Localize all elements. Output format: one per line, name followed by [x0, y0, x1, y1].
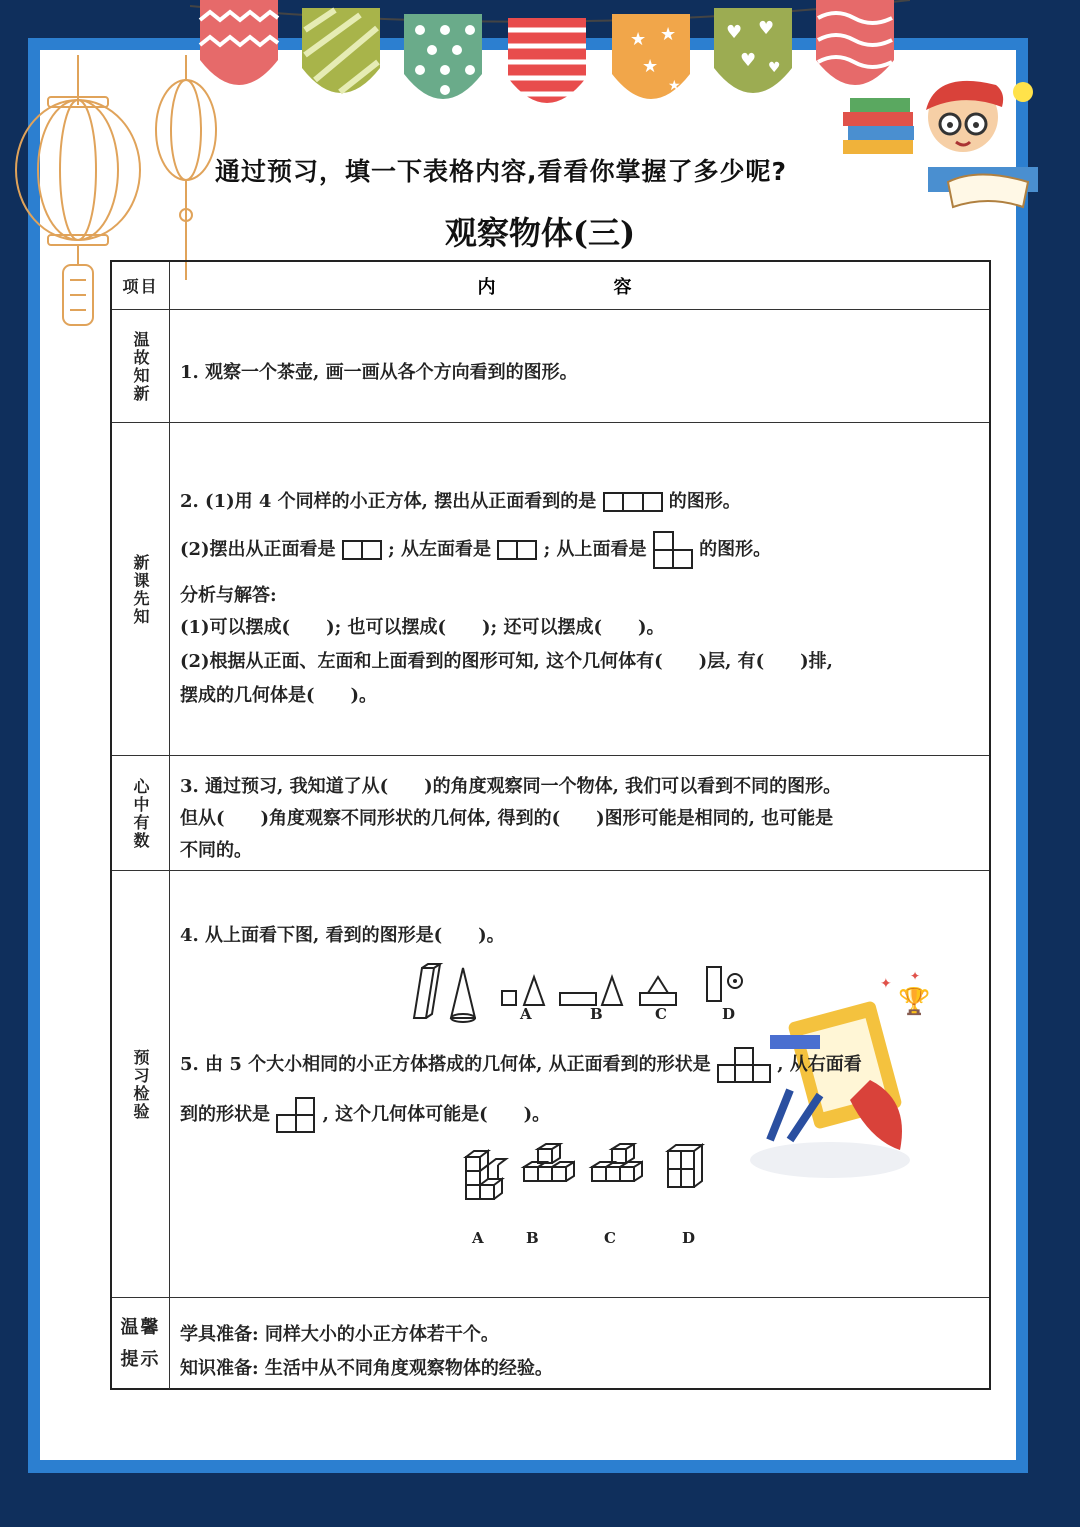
tips-line-1: 学具准备: 同样大小的小正方体若干个。 — [180, 1324, 499, 1345]
table-row-new-lesson — [112, 422, 989, 756]
row-label-review: 温故知新 — [131, 330, 150, 403]
two-square-row-icon — [342, 540, 382, 560]
row-label-tips: 温馨提示 — [120, 1316, 161, 1370]
q4-option-b-label: B — [590, 1005, 603, 1023]
svg-text:✦: ✦ — [880, 976, 892, 992]
three-square-row-icon — [603, 492, 663, 512]
question-2a: 2. (1)用 4 个同样的小正方体, 摆出从正面看到的是 的图形。 — [180, 491, 741, 512]
table-row-review — [112, 309, 989, 423]
intro-text: 通过预习，填一下表格内容,看看你掌握了多少呢? — [215, 157, 788, 186]
q4-option-a-label: A — [520, 1005, 532, 1023]
q5-option-a-label: A — [472, 1229, 484, 1247]
table-row-mind — [112, 755, 989, 871]
worksheet-table — [110, 260, 991, 1390]
kid-reading-icon — [838, 72, 1048, 212]
question-4: 4. 从上面看下图, 看到的图形是( )。 — [180, 925, 505, 946]
q4-option-c-figure — [638, 973, 680, 1009]
svg-text:♥: ♥ — [758, 18, 775, 39]
q4-option-d-label: D — [722, 1005, 736, 1023]
header-project: 项目 — [122, 277, 159, 296]
q5-option-b-cubes — [520, 1143, 584, 1193]
question-3-line1: 3. 通过预习, 我知道了从( )的角度观察同一个物体, 我们可以看到不同的图形。 — [180, 776, 842, 797]
q5-option-b-label: B — [526, 1229, 539, 1247]
row-label-mind: 心中有数 — [131, 777, 150, 850]
table-header-row — [112, 262, 989, 309]
question-2b: (2)摆出从正面看是 ; 从左面看是 ; 从上面看是 的图形。 — [180, 531, 771, 569]
l-shape-squares-icon — [653, 531, 693, 569]
question-5-line2: 到的形状是 , 这个几何体可能是( )。 — [180, 1097, 550, 1133]
svg-text:🏆: 🏆 — [898, 987, 931, 1017]
answer-3: 摆成的几何体是( )。 — [180, 685, 378, 706]
right-view-squares-icon — [276, 1097, 316, 1133]
q5-option-d-label: D — [682, 1229, 696, 1247]
svg-text:★: ★ — [660, 24, 677, 45]
q5-option-a-cubes — [462, 1143, 522, 1203]
answer-1: (1)可以摆成( ); 也可以摆成( ); 还可以摆成( )。 — [180, 617, 665, 638]
svg-text:♥: ♥ — [768, 60, 781, 76]
question-3-line2: 但从( )角度观察不同形状的几何体, 得到的( )图形可能是相同的, 也可能是 — [180, 808, 834, 829]
svg-text:✦: ✦ — [910, 970, 921, 983]
row-label-check: 预习检验 — [131, 1048, 150, 1121]
q5-option-d-cubes — [664, 1141, 714, 1195]
q4-option-c-label: C — [655, 1005, 667, 1023]
answer-2: (2)根据从正面、左面和上面看到的图形可知, 这个几何体有( )层, 有( )排, — [180, 651, 833, 672]
front-view-squares-icon — [717, 1047, 771, 1083]
row-label-new-lesson: 新课先知 — [131, 553, 150, 626]
svg-text:★: ★ — [630, 29, 647, 50]
question-5-line1: 5. 由 5 个大小相同的小正方体搭成的几何体, 从正面看到的形状是 , 从右面看 — [180, 1047, 862, 1083]
tips-line-2: 知识准备: 生活中从不同角度观察物体的经验。 — [180, 1358, 553, 1379]
q4-prism-cone-figure — [406, 963, 476, 1023]
svg-text:★: ★ — [668, 78, 681, 94]
header-content: 内 容 — [477, 276, 682, 298]
question-3-line3: 不同的。 — [180, 840, 252, 861]
two-square-row-icon — [497, 540, 537, 560]
table-row-check — [112, 870, 989, 1298]
svg-text:♥: ♥ — [726, 22, 743, 43]
q4-option-b-figure — [558, 973, 624, 1009]
q4-option-d-figure — [705, 963, 749, 1003]
svg-text:♥: ♥ — [740, 50, 757, 71]
q5-option-c-cubes — [588, 1143, 652, 1193]
q4-option-a-figure — [500, 973, 546, 1009]
analysis-heading: 分析与解答: — [180, 585, 277, 606]
table-row-tips — [112, 1297, 989, 1389]
svg-text:★: ★ — [642, 56, 659, 77]
bunting-icon — [190, 0, 910, 130]
question-1: 1. 观察一个茶壶, 画一画从各个方向看到的图形。 — [180, 362, 578, 383]
q5-option-c-label: C — [604, 1229, 616, 1247]
page-title: 观察物体(三) — [444, 214, 636, 252]
